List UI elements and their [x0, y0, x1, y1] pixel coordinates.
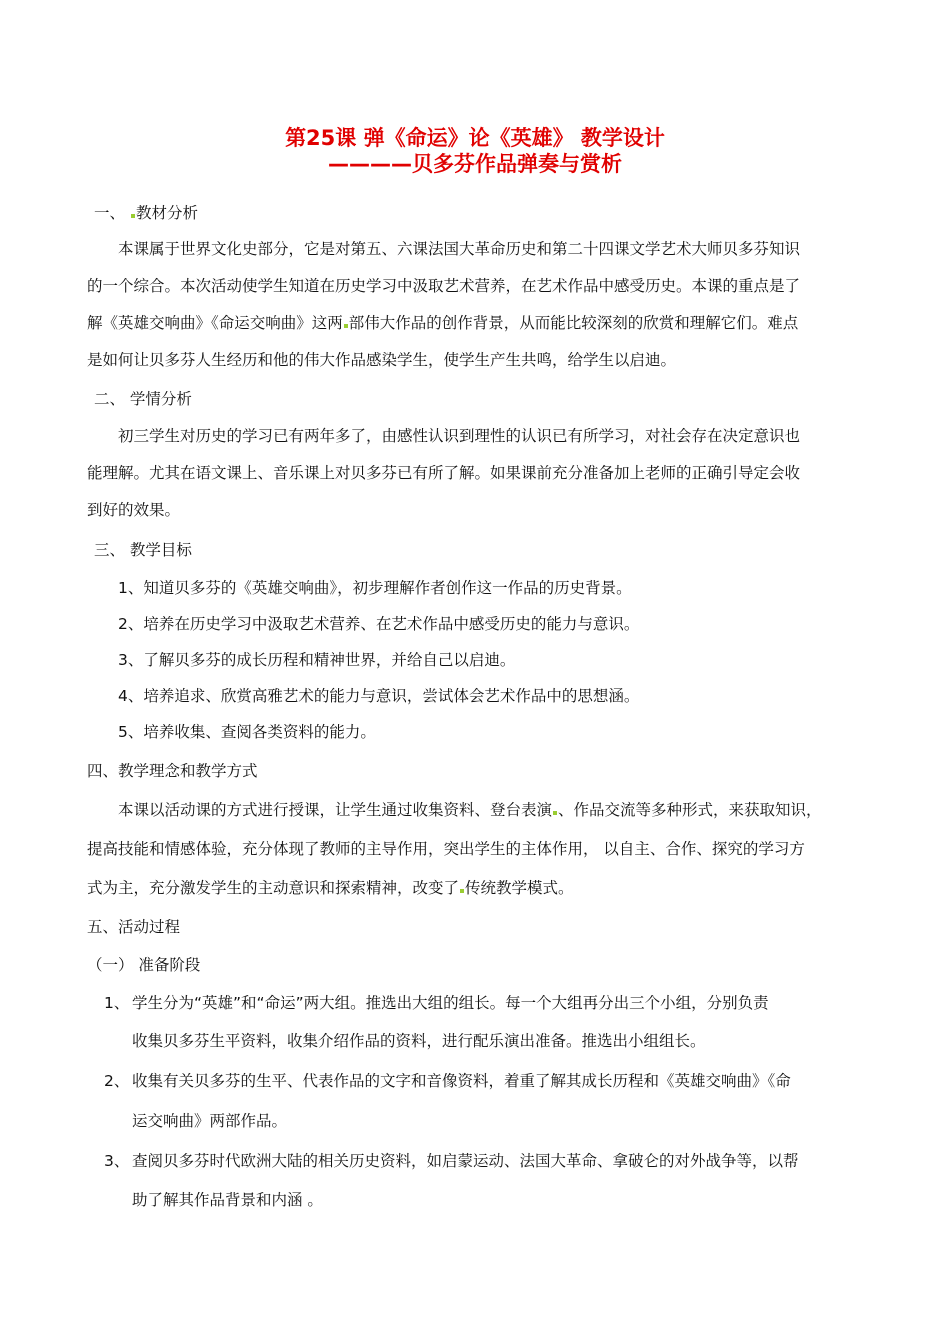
- section-heading-learning-analysis: 二、 学情分析: [94, 390, 192, 408]
- text-run: 传统教学模式。: [465, 879, 574, 897]
- step-number: 3、: [104, 1152, 130, 1170]
- step-text: 学生分为“英雄”和“命运”两大组。推选出大组的组长。每一个大组再分出三个小组，分别负责: [132, 994, 769, 1012]
- paragraph-line: 本课属于世界文化史部分，它是对第五、六课法国大革命历史和第二十四课文学艺术大师贝多芬知识: [118, 240, 801, 258]
- paragraph-line: 的一个综合。本次活动使学生知道在历史学习中汲取艺术营养，在艺术作品中感受历史。本课的重点是了: [87, 277, 801, 295]
- marker-dot: [131, 214, 135, 218]
- paragraph-line: 是如何让贝多芬人生经历和他的伟大作品感染学生，使学生产生共鸣，给学生以启迪。: [87, 351, 677, 369]
- step-number: 2、: [104, 1072, 130, 1090]
- paragraph-line: [118, 799, 822, 821]
- section-heading-teaching-goals: 三、 教学目标: [94, 541, 192, 559]
- document-subtitle: ————贝多芬作品弹奏与赏析: [328, 152, 622, 176]
- text-run: 部伟大作品的创作背景，从而能比较深刻的欣赏和理解它们。难点: [348, 314, 799, 332]
- text-run: 解《英雄交响曲》《命运交响曲》这两: [87, 314, 343, 332]
- section-title: 教材分析: [135, 204, 198, 222]
- step-text-continued: 收集贝多芬生平资料，收集介绍作品的资料，进行配乐演出准备。推选出小组组长。: [132, 1032, 706, 1050]
- paragraph-line: [87, 312, 798, 334]
- step-item: [104, 992, 769, 1014]
- section-heading-textbook-analysis: [94, 202, 198, 224]
- document-title: 第25课 弹《命运》论《英雄》 教学设计: [285, 126, 665, 150]
- paragraph-line: 到好的效果。: [87, 501, 181, 519]
- goal-item: 1、知道贝多芬的《英雄交响曲》，初步理解作者创作这一作品的历史背景。: [118, 579, 632, 597]
- step-item: [104, 1150, 799, 1172]
- marker-dot: [344, 324, 348, 328]
- step-number: 1、: [104, 994, 130, 1012]
- step-item: [104, 1070, 791, 1092]
- step-text: 收集有关贝多芬的生平、代表作品的文字和音像资料，着重了解其成长历程和《英雄交响曲》《命: [132, 1072, 791, 1090]
- step-text-continued: 助了解其作品背景和内涵 。: [132, 1191, 323, 1209]
- text-run: 本课以活动课的方式进行授课，让学生通过收集资料、登台表演: [118, 801, 553, 819]
- goal-item: 5、培养收集、查阅各类资料的能力。: [118, 723, 376, 741]
- goal-item: 2、培养在历史学习中汲取艺术营养、在艺术作品中感受历史的能力与意识。: [118, 615, 640, 633]
- text-run: 、作品交流等多种形式，来获取知识，: [558, 801, 822, 819]
- step-text: 查阅贝多芬时代欧洲大陆的相关历史资料，如启蒙运动、法国大革命、拿破仑的对外战争等，以帮: [132, 1152, 799, 1170]
- section-heading-teaching-philosophy: 四、教学理念和教学方式: [87, 762, 258, 780]
- paragraph-line: 能理解。尤其在语文课上、音乐课上对贝多芬已有所了解。如果课前充分准备加上老师的正确引导定会收: [87, 464, 801, 482]
- paragraph-line: [87, 877, 574, 899]
- step-text-continued: 运交响曲》两部作品。: [132, 1112, 288, 1130]
- sub-heading-preparation-stage: （一） 准备阶段: [87, 956, 201, 974]
- text-run: 式为主，充分激发学生的主动意识和探索精神，改变了: [87, 879, 460, 897]
- marker-dot: [553, 811, 557, 815]
- marker-dot: [460, 889, 464, 893]
- paragraph-line: 提高技能和情感体验，充分体现了教师的主导作用，突出学生的主体作用， 以自主、合作、探究的学习方: [87, 840, 805, 858]
- goal-item: 3、了解贝多芬的成长历程和精神世界，并给自己以启迪。: [118, 651, 516, 669]
- goal-item: 4、培养追求、欣赏高雅艺术的能力与意识，尝试体会艺术作品中的思想涵。: [118, 687, 640, 705]
- section-heading-activity-process: 五、活动过程: [87, 918, 181, 936]
- paragraph-line: 初三学生对历史的学习已有两年多了，由感性认识到理性的认识已有所学习，对社会存在决定意识也: [118, 427, 801, 445]
- section-number: 一、: [94, 204, 126, 222]
